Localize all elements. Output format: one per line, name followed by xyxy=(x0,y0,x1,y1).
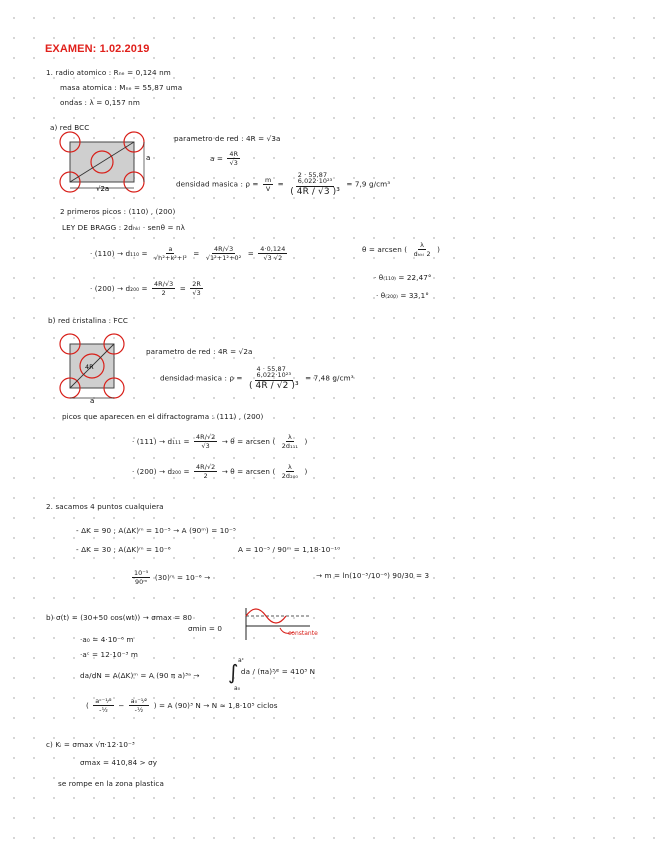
theta-den: dₕₖₗ 2 xyxy=(413,250,431,259)
d200-f2-num: 2R xyxy=(192,280,201,288)
d111-den: √3 xyxy=(201,442,210,451)
theta-num: λ xyxy=(420,241,425,249)
q2b-frac-2-num: a₀⁻¹⁄² xyxy=(130,697,148,705)
bcc-a-eq xyxy=(210,151,242,167)
bcc-a-fraction xyxy=(227,151,240,167)
fcc-diag-label: 4R xyxy=(85,363,94,371)
d200-frac-2 xyxy=(190,281,203,297)
bcc-a-eq-lhs: a = xyxy=(210,153,224,163)
d111-rhs: → θ = arcsen xyxy=(221,436,271,446)
d110-calc: · (110) → d₁₁₀ = $\frac{a}{\text{√h²+k²+l²}}$ = $\frac{4R/√3}{\text{√1²+1²+0²}}$ = $\frac{4\cdot 0,124}{√3 √2}$ xyxy=(90,245,286,263)
integral-upper: aᶜ xyxy=(238,657,245,664)
fcc-d200-den: 2 xyxy=(203,472,208,481)
q2b-result-rhs: = A (90)³ N → N ≈ 1,8·10⁵ ciclos xyxy=(159,700,278,710)
d110-frac-1 xyxy=(152,246,189,262)
bcc-cell-diagram xyxy=(56,128,156,192)
q2-line-2: - ΔK = 30 ; A(ΔK)ᵐ = 10⁻⁶ xyxy=(76,545,171,554)
fcc-d200-theta-den: 2d₂₀₀ xyxy=(281,472,299,481)
q2b-result: ( $\frac{\text{aᶜ⁻¹⁄²}}{\text{-½}}$ − $\frac{\text{a₀⁻¹⁄²}}{\text{-½}}$ ) = A (90)³ N → N ≈ 1,8·10⁵ ciclos xyxy=(86,697,278,715)
d200-f2-den: √3 xyxy=(192,289,201,298)
q2c-conclusion: se rompe en la zona plastica xyxy=(58,779,164,788)
fcc-density-num2: 6,022·10²³ xyxy=(256,371,292,380)
fcc-d200-theta-frac xyxy=(280,464,300,480)
integral-lower: a₀ xyxy=(234,685,241,692)
theta-eq: θ = arcsen xyxy=(362,244,402,254)
d111-num: 4R/√2 xyxy=(196,433,216,441)
d110-f3-num: 4·0,124 xyxy=(260,245,286,253)
d200-f1-den: 2 xyxy=(161,289,166,298)
bragg-law: LEY DE BRAGG : 2dₕₖₗ · senθ = nλ xyxy=(62,223,186,232)
section-a-label: a) red BCC xyxy=(50,123,90,132)
q2-m-result: → m = ln(10⁻⁵/10⁻⁶) 90/30 = 3 xyxy=(316,571,430,580)
q2b-frac-2-den: -½ xyxy=(134,706,144,715)
q2c-line-2: σmax = 410,84 > σy xyxy=(80,758,158,767)
fcc-d200-lhs: · (200) → d₂₀₀ = xyxy=(132,466,190,476)
d110-frac-2 xyxy=(204,246,244,262)
d200-frac-1 xyxy=(152,281,175,297)
q2-l3-den: 90ᵐ xyxy=(135,578,148,587)
fcc-density-label: densidad masica : ρ = xyxy=(160,373,243,383)
bcc-density-num xyxy=(296,172,335,187)
d111-theta-num: λ xyxy=(287,433,292,441)
integral-body: da / (πa)³⁄² = 410³ N xyxy=(240,667,316,676)
q2b-frac-1-den: -½ xyxy=(99,706,108,715)
q2b-sigma-min: σmin = 0 xyxy=(188,624,223,633)
fcc-density-num1: 4 · 55,87 xyxy=(256,365,286,373)
bcc-bottom-label: √2a xyxy=(96,185,110,193)
bcc-side-label: a xyxy=(146,154,151,162)
graph-label: constante xyxy=(288,630,318,637)
q2b-a0: ·a₀ = 4·10⁻⁶ m xyxy=(80,635,134,644)
bcc-a-den: √3 xyxy=(229,159,238,168)
q2b-frac-1-num: aᶜ⁻¹⁄² xyxy=(95,697,112,705)
d111-theta-frac xyxy=(280,434,300,450)
q1-line-mass: masa atomica : Mₙₑ = 55,87 uma xyxy=(60,83,183,92)
fcc-density-den: ( 4R / √2 )³ xyxy=(248,380,299,391)
fcc-peaks: picos que aparecen en el difractograma : (111) , (200) xyxy=(62,412,264,421)
bcc-density-fraction xyxy=(288,172,342,197)
fcc-d200-rhs: → θ = arcsen xyxy=(221,466,271,476)
d200-f1-num: 4R/√3 xyxy=(154,280,174,288)
q2-line-3 xyxy=(130,570,210,586)
q2b-integral xyxy=(228,657,316,692)
bcc-density: densidad masica : ρ = $\frac{m}{V}$ = 2 · 55,87 6,022·10²³ ( 4R / √3 )³ = 7,9 g/cm³ xyxy=(176,171,391,197)
q2b-frac-2 xyxy=(129,698,150,714)
fcc-param-label: parametro de red : 4R = √2a xyxy=(146,347,253,356)
d110-f2-den: √1²+1²+0² xyxy=(205,254,242,263)
bcc-density-num2: 6,022·10²³ xyxy=(297,177,333,186)
d200-lhs: · (200) → d₂₀₀ = xyxy=(90,283,148,293)
d110-f1-num: a xyxy=(168,245,173,253)
d111-theta-den: 2d₁₁₁ xyxy=(281,442,299,451)
fcc-bottom-label: a xyxy=(90,397,95,405)
theta-200-result: · θ₍₂₀₀₎ = 33,1° xyxy=(376,291,429,300)
bcc-density-label: densidad masica : ρ = xyxy=(176,179,259,189)
fcc-cell-diagram xyxy=(58,332,134,405)
d110-frac-3 xyxy=(258,246,287,262)
q2-A-result: A = 10⁻⁵ / 90ᵐ = 1,18·10⁻¹⁰ xyxy=(238,545,341,554)
d111-calc: · (111) → d₁₁₁ = $\frac{4R/√2}{√3}$ → θ = arcsen ( $\frac{\lambda}{\text{2d₁₁₁}}$ ) xyxy=(132,433,308,451)
fcc-d200-num: 4R/√2 xyxy=(196,463,216,471)
bcc-density-v: V xyxy=(265,184,271,193)
fcc-d200-frac xyxy=(194,464,217,480)
d111-lhs: · (111) → d₁₁₁ = xyxy=(132,436,190,446)
d110-f1-den: √h²+k²+l² xyxy=(154,254,187,263)
q2b-frac-1 xyxy=(93,698,113,714)
fcc-density-fraction xyxy=(247,366,301,391)
d200-calc: · (200) → d₂₀₀ = $\frac{4R/√3}{2}$ = $\frac{2R}{√3}$ xyxy=(90,280,201,298)
d111-frac xyxy=(194,434,217,450)
q2-l3-num: 10⁻⁵ xyxy=(134,569,149,577)
q1-line-wavelength: ondas : λ = 0,157 nm xyxy=(60,98,140,107)
stress-time-graph xyxy=(240,606,330,646)
theta-formula: θ = arcsen ( $\frac{\lambda}{\text{dₕₖₗ 2}}$ ) xyxy=(362,241,440,259)
exam-title: EXAMEN: 1.02.2019 xyxy=(45,43,150,55)
fcc-density-result: = 7,48 g/cm³ xyxy=(305,373,354,383)
d110-f3-den: √3 √2 xyxy=(263,254,283,263)
q2-line-1: - ΔK = 90 ; A(ΔK)ᵐ = 10⁻⁵ → A (90ᵐ) = 10⁻⁵ xyxy=(76,526,236,535)
q2b-ac: ·aᶜ = 12·10⁻³ m xyxy=(80,650,138,659)
q2b-stress: b) σ(t) = (30+50 cos(wt)) → σmax = 80 xyxy=(46,613,193,622)
section-b-label: b) red cristalina : FCC xyxy=(48,316,129,325)
q2-label: 2. sacamos 4 puntos cualquiera xyxy=(46,502,164,511)
d110-f2-num: 4R/√3 xyxy=(213,245,234,253)
bcc-density-m: m xyxy=(264,175,272,184)
q2-l3-fraction xyxy=(132,570,150,586)
bcc-a-num: 4R xyxy=(229,150,239,158)
fcc-d200-theta-num: λ xyxy=(287,463,292,471)
integral-symbol: ∫ xyxy=(228,660,239,684)
bcc-param-label: parametro de red : 4R = √3a xyxy=(174,134,281,143)
theta-110-result: · θ₍₁₁₀₎ = 22,47° xyxy=(374,273,432,282)
fcc-d200-calc: · (200) → d₂₀₀ = $\frac{4R/√2}{2}$ → θ = arcsen ( $\frac{\lambda}{\text{2d₂₀₀}}$ ) xyxy=(132,463,308,481)
q2b-paris: da/dN = A(ΔK)ᵐ = A (90 π a)³ᵃ → xyxy=(80,671,200,680)
q2-l3-mid: (30)ᵐ = 10⁻⁶ → xyxy=(154,572,211,582)
bcc-peaks: 2 primeros picos : (110) , (200) xyxy=(60,207,176,216)
bcc-density-den: ( 4R / √3 )³ xyxy=(290,186,340,197)
bcc-density-mv xyxy=(263,177,273,193)
fcc-density-num xyxy=(255,366,294,381)
q1-line-radius: 1. radio atomico : Rₙₑ = 0,124 nm xyxy=(46,68,171,77)
theta-fraction xyxy=(412,242,433,258)
bcc-density-num1: 2 · 55,87 xyxy=(297,171,328,179)
bcc-density-result: = 7,9 g/cm³ xyxy=(346,179,391,189)
q2c-line-1: c) Kᵢ = σmax √π·12·10⁻³ xyxy=(46,740,135,749)
fcc-density xyxy=(160,366,354,391)
d110-lhs: · (110) → d₁₁₀ = xyxy=(90,248,148,258)
